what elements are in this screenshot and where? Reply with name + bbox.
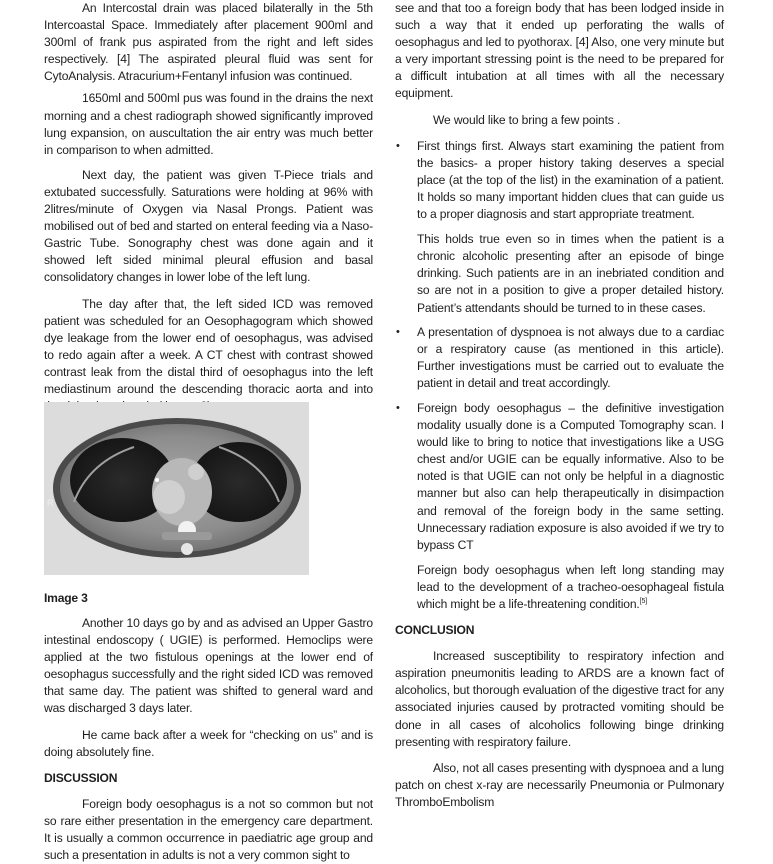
bullet-investigation-text: Foreign body oesophagus – the definitive investigation modality usually done is a Computed Tomography scan. I would like to bring to notice that investigations like a USG chest and/or UGIE can be equally informative. Also to be noted is that UGIE can not only be helpful in a diagnostic manner but also can help therapeutically in disimpaction and removal of the foreign body in the same setting. Unnecessary radiation exposure is also avoided if we try to bypass CT <box>417 400 724 552</box>
left-column <box>44 0 373 415</box>
fistula-text: Foreign body oesophagus when left long standing may lead to the development of a tracheo-oesophageal fistula which might be a life-threatening condition. <box>417 562 724 611</box>
bullet-icon: • <box>396 139 400 152</box>
paragraph-oesophagogram: The day after that, the left sided ICD was removed patient was scheduled for an Oesophagogram which showed dye leakage from the lower end of oesophagus, was advised to redo again after a week. A CT chest with contrast showed contrast leak from the distal third of oesophagus into the left mediastinum around the descending thoracic aorta and into <box>44 296 373 396</box>
points-list-2 <box>395 324 724 392</box>
paragraph-follow-up: He came back after a week for “checking on us” and is doing absolutely fine. <box>44 727 373 759</box>
points-list-3 <box>395 400 724 554</box>
list-item <box>395 400 724 554</box>
bullet-icon: • <box>396 401 400 414</box>
figure-caption: Image 3 <box>44 591 88 605</box>
paragraph-intercostal-drain: An Intercostal drain was placed bilaterally in the 5th Intercoastal Space. Immediately after placement 900ml and 300ml of frank pus aspirated from the right and left sides respectively. [4] The aspirated pleural fluid was sent for CytoAnalysis. Atracurium+Fentanyl infusion was continued. <box>44 1 373 84</box>
reference-marker: [5] <box>639 597 647 605</box>
right-column <box>395 0 724 811</box>
ct-scan-graphic <box>44 402 309 575</box>
conclusion-heading: CONCLUSION <box>395 623 475 638</box>
paragraph-dyspnoea-note: Also, not all cases presenting with dyspnoea and a lung patch on chest x-ray are necessarily Pneumonia or Pulmonary ThromboEmbolism <box>395 760 724 809</box>
list-item <box>395 138 724 223</box>
paragraph-discussion: Foreign body oesophagus is a not so common but not so rare either presentation in the emergency care department. It is usually a common occurrence in paediatric age group and such a presentation in adults is not a very common sight to <box>44 796 373 863</box>
ct-chest-image <box>44 402 309 575</box>
bullet-icon: • <box>396 325 400 338</box>
paragraph-endoscopy: Another 10 days go by and as advised an Upper Gastro intestinal endoscopy ( UGIE) is performed. Hemoclips were applied at the two fistulous openings at the lower end of oesophagus successfully and the right sided ICD was removed that same day. The patient was shifted to general ward and was discharged 3 days later. <box>44 616 373 716</box>
paragraph-extubation: Next day, the patient was given T-Piece trials and extubated successfully. Saturations were holding at 96% with 2litres/minute of Oxygen via Nasal Prongs. Patient was mobilised out of bed and started on enteral feeding via a Naso-Gastric Tube. Sonography chest was done again and it showed left sided minimal pleural effusion and basal consolidatory changes in lower lobe of the left lung. <box>44 167 373 285</box>
paragraph-points-intro: We would like to bring a few points . <box>433 112 621 127</box>
paragraph-fistula <box>395 562 724 613</box>
paragraph-pus-drainage: 1650ml and 500ml pus was found in the drains the next morning and a chest radiograph showed significantly improved lung expansion, on auscultation the air entry was much better in comparison to when admitted. <box>44 91 373 157</box>
figure-side-marker: R <box>47 498 54 508</box>
bullet-dyspnoea-text: A presentation of dyspnoea is not always due to a cardiac or a respiratory cause (as mentioned in this article). Further investigations must be carried out to evaluate the patient in detail and treat accordingly. <box>417 324 724 390</box>
paragraph-conclusion: Increased susceptibility to respiratory infection and aspiration pneumonitis leading to ARDS are a known fact of alcoholics, but thorough evaluation of the digestive tract for any associated injuries caused by protracted vomiting should be done in all cases of alcoholics following binge drinking presenting with respiratory failure. <box>395 649 724 749</box>
points-list <box>395 138 724 223</box>
bullet-history-text: First things first. Always start examining the patient from the basics- a proper history taking deserves a special place (at the top of the list) in the examination of a patient. It holds so many important hidden clues that can guide us to a proper diagnosis and start appropriate treatment. <box>417 138 724 222</box>
discussion-heading: DISCUSSION <box>44 770 118 785</box>
paragraph-foreign-body-continued: see and that too a foreign body that has been lodged inside in such a way that it ended up perforating the walls of oesophagus and led to pyothorax. [4] Also, one very minute but a very important stressing point is the need to be prepared for a difficult intubation at all times with all the necessary equipment. <box>395 1 724 101</box>
left-column-lower <box>44 615 373 864</box>
paragraph-alcoholic-history: This holds true even so in times when the patient is a chronic alcoholic presenting after an episode of binge drinking. Such patients are in an inebriated condition and so are not in a position to give a proper detailed history. Patient’s attendants should be turned to in these cases. <box>417 232 724 315</box>
list-item <box>395 324 724 392</box>
